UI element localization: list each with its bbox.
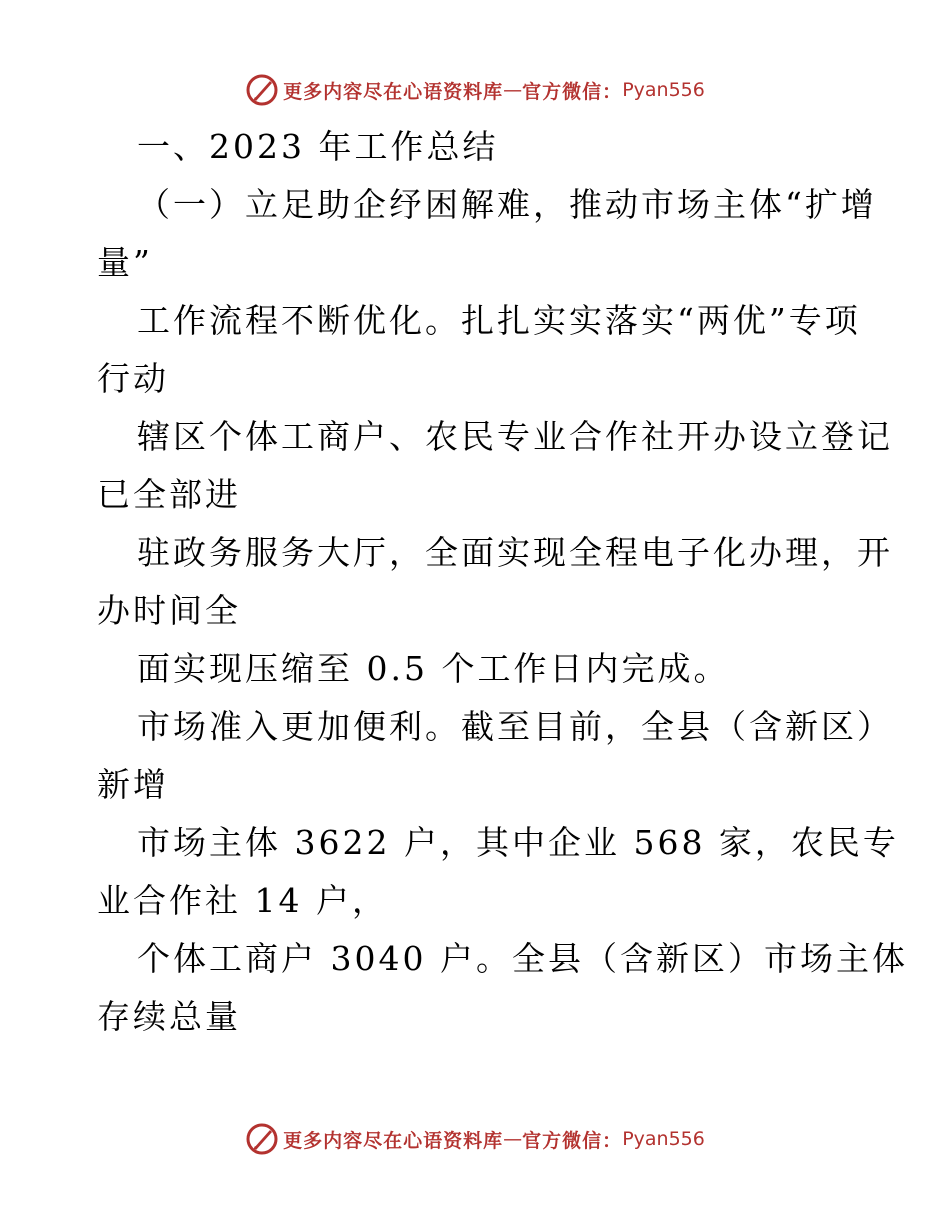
section-heading: 一、2023 年工作总结 — [137, 127, 499, 166]
paragraph-line: 办时间全 — [97, 591, 241, 630]
paragraph-line: 个体工商户 3040 户。全县（含新区）市场主体 — [137, 939, 908, 978]
watermark-separator: — — [503, 1128, 523, 1150]
paragraph-line: 行动 — [97, 359, 169, 398]
paragraph-line: 市场主体 3622 户，其中企业 568 家，农民专 — [137, 823, 899, 862]
paragraph-line: 新增 — [97, 765, 169, 804]
paragraph-line: 工作流程不断优化。扎扎实实落实“两优”专项 — [137, 301, 861, 340]
watermark-separator: — — [503, 79, 523, 101]
watermark-wechat-id: Pyan556 — [622, 1128, 705, 1150]
watermark-wechat-id: Pyan556 — [622, 79, 705, 101]
watermark-wechat-label: 官方微信： — [522, 80, 623, 103]
paragraph-line: 辖区个体工商户、农民专业合作社开办设立登记 — [137, 417, 893, 456]
quill-pen-circle-icon — [245, 73, 279, 107]
quill-pen-circle-icon — [245, 1122, 279, 1156]
paragraph-line: 面实现压缩至 0.5 个工作日内完成。 — [137, 649, 730, 688]
footer-watermark — [0, 1119, 950, 1159]
paragraph-line: 驻政务服务大厅，全面实现全程电子化办理，开 — [137, 533, 893, 572]
subsection-heading: （一）立足助企纾困解难，推动市场主体“扩增 — [137, 185, 877, 224]
paragraph-line: 已全部进 — [97, 475, 241, 514]
document-body — [97, 118, 908, 1046]
watermark-brand-text: 更多内容尽在心语资料库 — [283, 1129, 504, 1152]
subsection-heading-continued: 量” — [97, 243, 153, 282]
watermark-wechat-label: 官方微信： — [522, 1129, 623, 1152]
paragraph-line: 业合作社 14 户， — [97, 881, 388, 920]
watermark-brand-text: 更多内容尽在心语资料库 — [283, 80, 504, 103]
paragraph-line: 市场准入更加便利。截至目前，全县（含新区） — [137, 707, 893, 746]
paragraph-line: 存续总量 — [97, 997, 241, 1036]
header-watermark — [0, 70, 950, 110]
